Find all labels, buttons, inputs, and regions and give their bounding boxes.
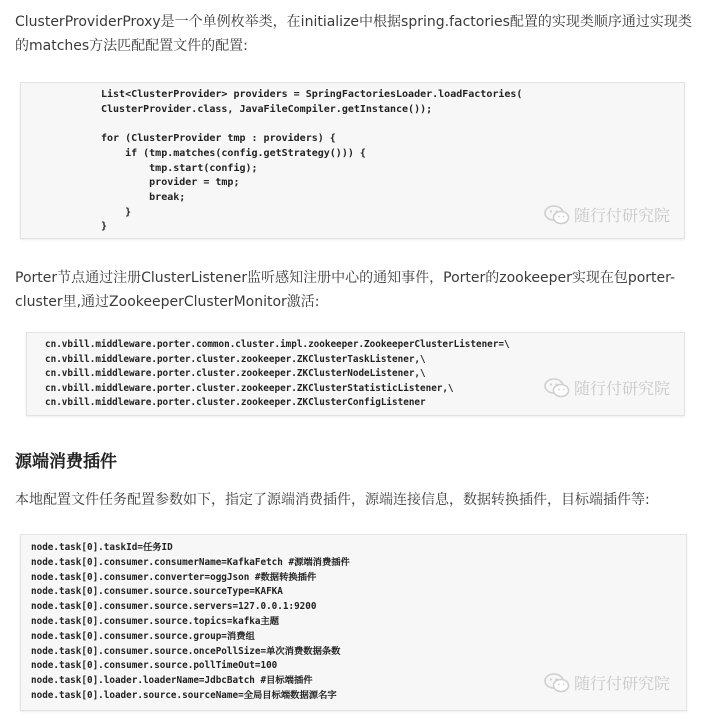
code-line: node.task[0].loader.source.sourceName=全局目标端数据源名字 [31,689,337,701]
wechat-icon [544,378,570,398]
code-line: cn.vbill.middleware.porter.cluster.zookeeper.ZKClusterNodeListener,\ [45,368,426,379]
code-block-2-text [45,338,510,411]
code-line: node.task[0].consumer.source.sourceType=KAFKA [31,586,283,598]
code-line: List<ClusterProvider> providers = SpringFactoriesLoader.loadFactories( [101,89,523,100]
code-line: node.task[0].consumer.source.group=消费组 [31,630,255,642]
code-line: node.task[0].consumer.source.servers=127.0.0.1:9200 [31,601,317,613]
watermark-text: 随行付研究院 [573,674,670,693]
watermark [544,671,670,694]
code-line: cn.vbill.middleware.porter.cluster.zookeeper.ZKClusterConfigListener [45,397,426,408]
code-line: node.task[0].taskId=任务ID [31,542,173,553]
code-line: cn.vbill.middleware.porter.cluster.zookeeper.ZKClusterTaskListener,\ [45,353,426,365]
wechat-icon [544,205,570,225]
code-line: node.task[0].consumer.converter=oggJson #数据转换插件 [31,571,317,583]
code-block-3-text [31,541,350,704]
code-block-1 [20,82,685,239]
code-line: tmp.start(config); [101,162,258,174]
code-line: node.task[0].consumer.source.topics=kafka主题 [31,615,280,627]
code-block-1-text [101,88,522,235]
code-line: cn.vbill.middleware.porter.cluster.zookeeper.ZKClusterStatisticListener,\ [45,382,454,394]
code-line: node.task[0].consumer.consumerName=KafkaFetch #源端消费插件 [31,556,350,568]
code-line: node.task[0].consumer.source.oncePollSize=单次消费数据条数 [31,645,341,657]
code-line: cn.vbill.middleware.porter.common.cluster.impl.zookeeper.ZookeeperClusterListener=\ [45,339,510,350]
code-line: break; [101,191,186,203]
watermark [544,203,670,226]
code-line: ClusterProvider.class, JavaFileCompiler.getInstance()); [101,103,433,115]
code-block-3 [20,534,687,711]
plugin-paragraph: 本地配置文件任务配置参数如下，指定了源端消费插件，源端连接信息，数据转换插件，目标端插件等: [15,492,650,508]
intro-paragraph: ClusterProviderProxy是一个单例枚举类，在initialize中根据spring.factories配置的实现类顺序通过实现类的matches方法匹配配置文件的配置: [15,14,692,54]
code-block-2 [26,332,685,416]
wechat-icon [544,673,570,693]
watermark-text: 随行付研究院 [573,379,670,398]
code-line: } [101,206,132,218]
code-line [101,117,522,132]
section-heading: 源端消费插件 [15,452,117,472]
watermark [544,376,670,399]
code-line: node.task[0].loader.loaderName=JdbcBatch #目标端插件 [31,675,313,687]
code-line: } [101,221,108,233]
porter-paragraph: Porter节点通过注册ClusterListener监听感知注册中心的通知事件，Porter的zookeeper实现在包porter-cluster里,通过ZookeeperClusterMonitor激活: [15,270,676,310]
watermark-text: 随行付研究院 [573,206,670,225]
code-line: node.task[0].consumer.source.pollTimeOut=100 [31,660,278,672]
code-line: provider = tmp; [101,177,240,189]
code-line: for (ClusterProvider tmp : providers) { [101,133,336,145]
code-line: if (tmp.matches(config.getStrategy())) { [101,147,366,159]
